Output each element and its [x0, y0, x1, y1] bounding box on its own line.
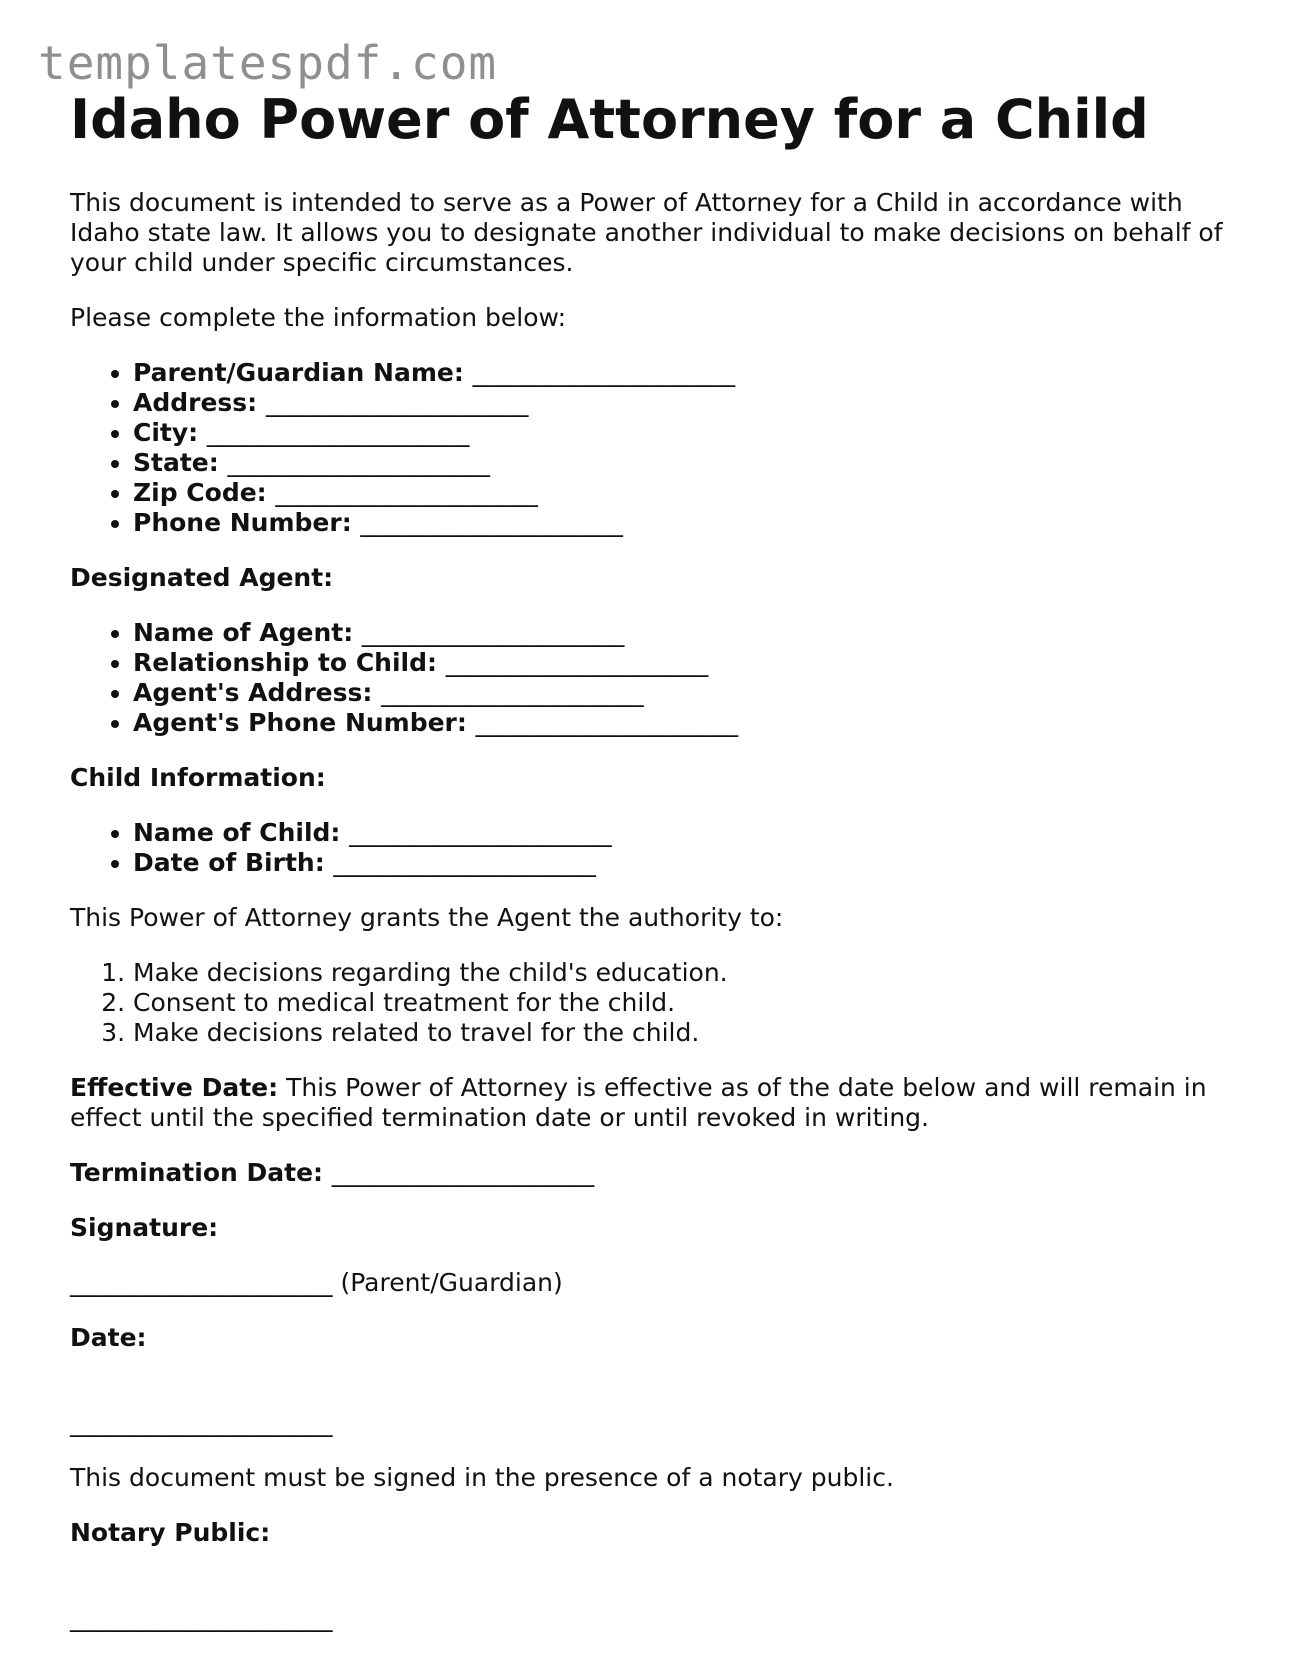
- field-date-of-birth[interactable]: [133, 848, 1230, 878]
- agent-heading: Designated Agent:: [70, 563, 334, 592]
- fill-blank[interactable]: _____________________: [227, 448, 490, 477]
- field-label: Date of Birth:: [133, 848, 325, 877]
- fill-blank[interactable]: _____________________: [349, 818, 612, 847]
- instruction-text: Please complete the information below:: [70, 303, 566, 332]
- field-phone-number[interactable]: [133, 508, 1230, 538]
- date-line[interactable]: _____________________: [70, 1408, 333, 1437]
- field-label: Relationship to Child:: [133, 648, 437, 677]
- effective-date-paragraph: [70, 1073, 1230, 1133]
- child-fields-list: [70, 818, 1230, 878]
- fill-blank[interactable]: _____________________: [475, 708, 739, 737]
- effective-date-text: This Power of Attorney is effective as of the date below and will remain in effect until the specified termination date or until revoked in writing.: [70, 1073, 1207, 1132]
- field-label: Name of Child:: [133, 818, 341, 847]
- document-title: Idaho Power of Attorney for a Child: [70, 88, 1149, 151]
- field-agent-name[interactable]: [133, 618, 1230, 648]
- fill-blank[interactable]: _____________________: [472, 358, 736, 387]
- authority-item: 1. Make decisions regarding the child's education.: [133, 958, 1230, 988]
- fill-blank[interactable]: _____________________: [265, 388, 529, 417]
- field-agent-address[interactable]: [133, 678, 1230, 708]
- parent-fields-list: [70, 358, 1230, 538]
- field-label: Parent/Guardian Name:: [133, 358, 464, 387]
- signature-label: Signature:: [70, 1213, 219, 1242]
- field-label: Phone Number:: [133, 508, 352, 537]
- fill-blank[interactable]: _____________________: [360, 508, 623, 537]
- fill-blank[interactable]: _____________________: [445, 648, 709, 677]
- document-page: [70, 88, 1230, 1658]
- field-child-name[interactable]: [133, 818, 1230, 848]
- termination-date-field[interactable]: [70, 1158, 1230, 1188]
- agent-fields-list: [70, 618, 1230, 738]
- field-zip-code[interactable]: [133, 478, 1230, 508]
- fill-blank[interactable]: _____________________: [381, 678, 644, 707]
- authority-item: 2. Consent to medical treatment for the child.: [133, 988, 1230, 1018]
- field-label: Agent's Address:: [133, 678, 373, 707]
- termination-date-label: Termination Date:: [70, 1158, 324, 1187]
- field-parent-name[interactable]: [133, 358, 1230, 388]
- field-state[interactable]: [133, 448, 1230, 478]
- fill-blank[interactable]: _____________________: [361, 618, 625, 647]
- field-agent-phone[interactable]: [133, 708, 1230, 738]
- signature-blank[interactable]: _____________________: [70, 1268, 333, 1297]
- authority-item: 3. Make decisions related to travel for the child.: [133, 1018, 1230, 1048]
- field-label: Address:: [133, 388, 258, 417]
- fill-blank[interactable]: _____________________: [331, 1158, 595, 1187]
- field-address[interactable]: [133, 388, 1230, 418]
- field-label: Name of Agent:: [133, 618, 354, 647]
- notary-note: This document must be signed in the presence of a notary public.: [70, 1463, 894, 1492]
- child-heading: Child Information:: [70, 763, 326, 792]
- effective-date-label: Effective Date:: [70, 1073, 279, 1102]
- date-label: Date:: [70, 1323, 147, 1352]
- fill-blank[interactable]: _____________________: [275, 478, 538, 507]
- field-label: City:: [133, 418, 199, 447]
- fill-blank[interactable]: _____________________: [333, 848, 596, 877]
- authority-intro: This Power of Attorney grants the Agent the authority to:: [70, 903, 784, 932]
- fill-blank[interactable]: _____________________: [206, 418, 470, 447]
- notary-label: Notary Public:: [70, 1518, 271, 1547]
- authority-list: [70, 958, 1230, 1048]
- field-city[interactable]: [133, 418, 1230, 448]
- field-relationship[interactable]: [133, 648, 1230, 678]
- signature-role: (Parent/Guardian): [340, 1268, 563, 1297]
- signature-line[interactable]: [70, 1268, 1230, 1298]
- intro-paragraph: This document is intended to serve as a Power of Attorney for a Child in accordance with Idaho state law. It allows you to designate another individual to make decisions on behalf of your child under specific circumstances.: [70, 188, 1223, 277]
- notary-line[interactable]: _____________________: [70, 1603, 333, 1632]
- field-label: State:: [133, 448, 219, 477]
- field-label: Agent's Phone Number:: [133, 708, 467, 737]
- watermark: templatespdf.com: [38, 36, 498, 90]
- field-label: Zip Code:: [133, 478, 267, 507]
